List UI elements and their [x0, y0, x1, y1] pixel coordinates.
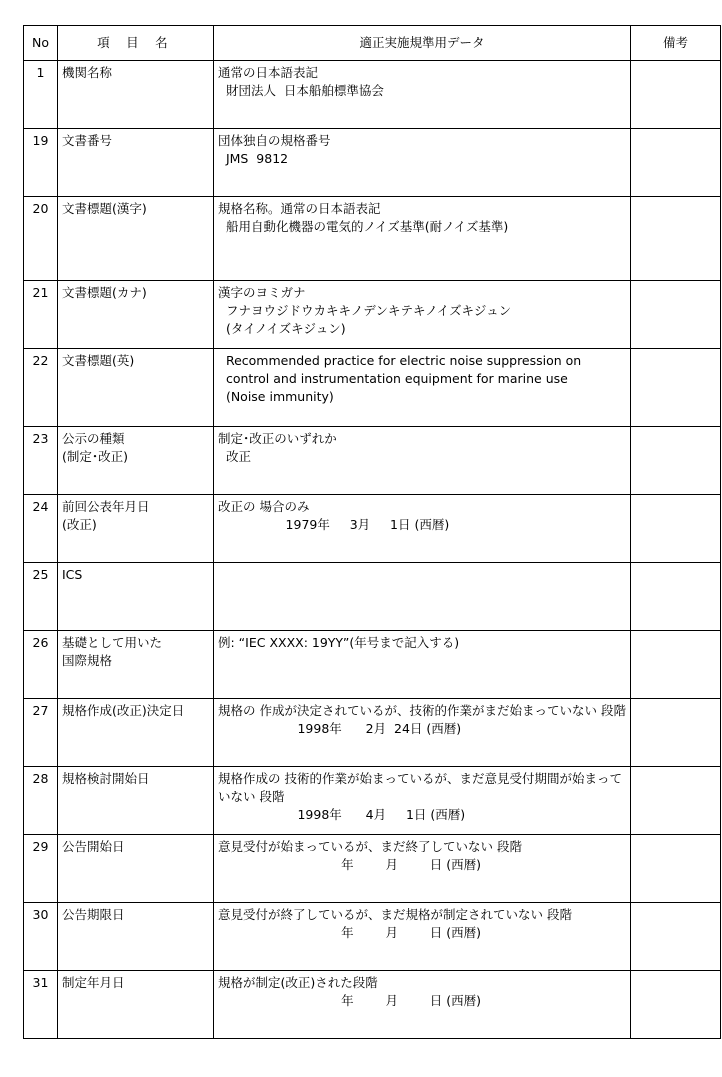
row-note: [631, 129, 721, 197]
item-label-item1: 規格検討開始日: [62, 771, 150, 786]
table-row: [24, 563, 721, 631]
row-number: 29: [24, 835, 58, 903]
data-line: 1979年 3月 1日 (西暦): [218, 517, 450, 532]
row-item-name: [58, 197, 214, 281]
data-line: control and instrumentation equipment for marine use: [218, 371, 568, 386]
data-line: 意見受付が終了しているが、まだ規格が制定されていない 段階: [218, 907, 572, 922]
data-line: 規格名称。通常の日本語表記: [218, 201, 381, 216]
table-row: [24, 835, 721, 903]
data-line: 団体独自の規格番号: [218, 133, 331, 148]
item-label-item1: 文書番号: [62, 133, 113, 148]
table-row: [24, 495, 721, 563]
row-item-name: [58, 129, 214, 197]
row-item-name: [58, 835, 214, 903]
table-row: [24, 349, 721, 427]
table-row: [24, 281, 721, 349]
data-line: 年 月 日 (西暦): [218, 993, 481, 1008]
row-note: [631, 427, 721, 495]
row-item-name: [58, 631, 214, 699]
row-number: 22: [24, 349, 58, 427]
data-table: [23, 25, 721, 1039]
row-item-name: [58, 767, 214, 835]
row-number: 25: [24, 563, 58, 631]
row-number: 27: [24, 699, 58, 767]
table-row: [24, 129, 721, 197]
data-line: 通常の日本語表記: [218, 65, 319, 80]
row-data: [214, 835, 631, 903]
table-row: [24, 767, 721, 835]
item-label-item1: ICS: [62, 567, 83, 582]
table-row: [24, 427, 721, 495]
row-data: [214, 903, 631, 971]
data-line: 1998年 4月 1日 (西暦): [218, 807, 466, 822]
item-label-item1: 公示の種類: [62, 431, 125, 446]
row-note: [631, 197, 721, 281]
row-data: [214, 767, 631, 835]
item-label-item1: 公告期限日: [62, 907, 125, 922]
row-number: 28: [24, 767, 58, 835]
table-row: [24, 61, 721, 129]
table-row: [24, 699, 721, 767]
data-line: Recommended practice for electric noise suppression on: [218, 353, 582, 368]
row-item-name: [58, 349, 214, 427]
row-item-name: [58, 971, 214, 1039]
row-number: 20: [24, 197, 58, 281]
item-label-item2: 国際規格: [62, 653, 113, 668]
table-row: [24, 631, 721, 699]
item-label-item1: 文書標題(カナ): [62, 285, 147, 300]
data-line: 例: “IEC XXXX: 19YY”(年号まで記入する): [218, 635, 460, 650]
row-number: 24: [24, 495, 58, 563]
data-line: (Noise immunity): [218, 389, 334, 404]
row-number: 21: [24, 281, 58, 349]
row-data: [214, 349, 631, 427]
row-item-name: [58, 427, 214, 495]
row-item-name: [58, 281, 214, 349]
item-label-item1: 基礎として用いた: [62, 635, 163, 650]
row-note: [631, 903, 721, 971]
data-line: JMS 9812: [218, 151, 289, 166]
row-item-name: [58, 61, 214, 129]
table-row: [24, 197, 721, 281]
row-number: 23: [24, 427, 58, 495]
row-data: [214, 563, 631, 631]
row-note: [631, 281, 721, 349]
item-label-item1: 公告開始日: [62, 839, 125, 854]
data-line: 財団法人 日本船舶標準協会: [218, 83, 384, 98]
row-note: [631, 631, 721, 699]
row-data: [214, 495, 631, 563]
row-data: [214, 427, 631, 495]
item-label-item1: 文書標題(英): [62, 353, 135, 368]
data-line: 年 月 日 (西暦): [218, 857, 481, 872]
row-note: [631, 563, 721, 631]
item-label-item1: 規格作成(改正)決定日: [62, 703, 185, 718]
row-data: [214, 281, 631, 349]
row-item-name: [58, 495, 214, 563]
table-row: [24, 903, 721, 971]
row-note: [631, 61, 721, 129]
row-note: [631, 699, 721, 767]
data-line: 規格が制定(改正)された段階: [218, 975, 378, 990]
row-number: 31: [24, 971, 58, 1039]
item-label-item1: 機関名称: [62, 65, 113, 80]
row-number: 1: [24, 61, 58, 129]
data-line: 意見受付が始まっているが、まだ終了していない 段階: [218, 839, 522, 854]
item-label-item1: 制定年月日: [62, 975, 125, 990]
row-note: [631, 495, 721, 563]
data-line: 規格の 作成が決定されているが、技術的作業がまだ始まっていない 段階: [218, 703, 626, 718]
header-item: 項 目 名: [58, 26, 214, 61]
row-number: 26: [24, 631, 58, 699]
data-line: 制定･改正のいずれか: [218, 431, 337, 446]
data-line: 年 月 日 (西暦): [218, 925, 481, 940]
row-item-name: [58, 563, 214, 631]
row-item-name: [58, 903, 214, 971]
row-data: [214, 699, 631, 767]
data-line: 1998年 2月 24日 (西暦): [218, 721, 462, 736]
row-item-name: [58, 699, 214, 767]
data-line: 船用自動化機器の電気的ノイズ基準(耐ノイズ基準): [218, 219, 509, 234]
row-note: [631, 835, 721, 903]
row-data: [214, 61, 631, 129]
data-line: 漢字のヨミガナ: [218, 285, 306, 300]
data-line: 改正の 場合のみ: [218, 499, 310, 514]
row-note: [631, 349, 721, 427]
data-line: 規格作成の 技術的作業が始まっているが、まだ意見受付期間が始まっていない 段階: [218, 771, 622, 804]
item-label-item1: 文書標題(漢字): [62, 201, 147, 216]
data-line: (タイノイズキジュン): [218, 321, 346, 336]
item-label-item2: (改正): [62, 517, 97, 532]
table-row: [24, 971, 721, 1039]
table-header-row: [24, 26, 721, 61]
row-data: [214, 129, 631, 197]
header-data: 適正実施規準用データ: [214, 26, 631, 61]
data-line: フナヨウジドウカキキノデンキテキノイズキジュン: [218, 303, 512, 318]
row-data: [214, 197, 631, 281]
item-label-item1: 前回公表年月日: [62, 499, 150, 514]
row-note: [631, 767, 721, 835]
header-no: No: [24, 26, 58, 61]
row-data: [214, 971, 631, 1039]
row-number: 30: [24, 903, 58, 971]
header-note: 備考: [631, 26, 721, 61]
data-line: 改正: [218, 449, 251, 464]
row-number: 19: [24, 129, 58, 197]
row-note: [631, 971, 721, 1039]
item-label-item2: (制定･改正): [62, 449, 129, 464]
row-data: [214, 631, 631, 699]
